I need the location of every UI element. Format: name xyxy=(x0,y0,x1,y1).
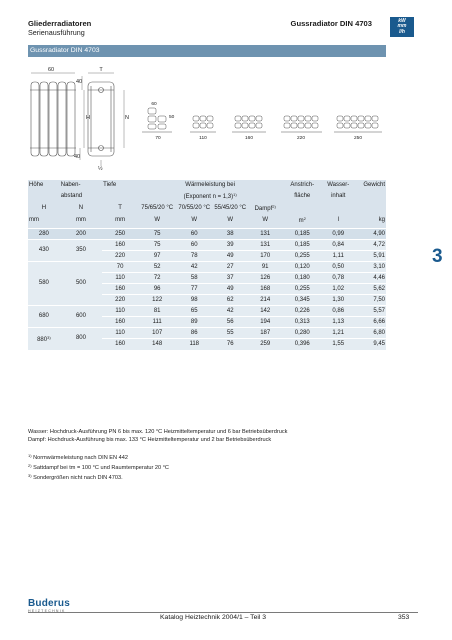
table-row xyxy=(28,240,386,251)
cell-w1: 72 xyxy=(138,273,176,284)
logo-name: Buderus xyxy=(28,598,70,609)
cell-t: 220 xyxy=(102,251,138,262)
cell-gewicht: 5,91 xyxy=(354,251,386,262)
unit-w-3: W xyxy=(212,214,248,229)
cell-h: 680 xyxy=(28,306,60,328)
width-160-label: 160 xyxy=(244,136,254,141)
col-temp-2: 70/55/20 °C xyxy=(176,202,212,214)
footer-divider xyxy=(28,612,418,613)
col-tiefe: Tiefe xyxy=(102,180,138,190)
dim-top-label: 40 xyxy=(76,79,83,85)
cell-inhalt: 0,50 xyxy=(322,262,354,273)
cell-flaeche: 0,255 xyxy=(282,251,322,262)
radiator-drawing xyxy=(28,62,386,172)
cell-w3: 76 xyxy=(212,339,248,350)
cell-w1: 52 xyxy=(138,262,176,273)
cell-inhalt: 0,86 xyxy=(322,306,354,317)
cell-gewicht: 3,10 xyxy=(354,262,386,273)
cell-dampf: 168 xyxy=(248,284,282,295)
col-waermeleistung: Wärmeleistung bei xyxy=(138,180,282,190)
footnote-2-mark: 2) xyxy=(28,463,32,468)
col-n: N xyxy=(60,202,102,214)
unit-l: l xyxy=(322,214,354,229)
cell-w2: 89 xyxy=(176,317,212,328)
cell-w3: 39 xyxy=(212,240,248,251)
cell-flaeche: 0,120 xyxy=(282,262,322,273)
cell-w1: 75 xyxy=(138,240,176,251)
radiator-front-view xyxy=(30,82,76,156)
dim-half-label: ½ xyxy=(98,166,103,172)
col-inhalt: inhalt xyxy=(322,190,354,202)
footnote-2 xyxy=(28,462,398,472)
header-title: Gliederradiatoren xyxy=(28,19,92,28)
spec-table xyxy=(28,180,386,350)
table-row xyxy=(28,229,386,240)
cell-inhalt: 0,78 xyxy=(322,273,354,284)
cell-w2: 77 xyxy=(176,284,212,295)
cell-w3: 27 xyxy=(212,262,248,273)
cell-w3: 38 xyxy=(212,229,248,240)
col-flaeche: fläche xyxy=(282,190,322,202)
section-title-bar: Gussradiator DIN 4703 xyxy=(28,45,386,57)
col-t: T xyxy=(102,202,138,214)
footnote-1 xyxy=(28,452,398,462)
footnote-1-text: Normwärmeleistung nach DIN EN 442 xyxy=(33,455,128,461)
note-steam: Dampf: Hochdruck-Ausführung bis max. 133 °C Heizmitteltemperatur und 2 bar Betriebsüberdruck xyxy=(28,437,272,443)
cell-flaeche: 0,180 xyxy=(282,273,322,284)
cell-h: 580 xyxy=(28,262,60,306)
cell-n: 600 xyxy=(60,306,102,328)
cell-w1: 75 xyxy=(138,229,176,240)
cell-t: 160 xyxy=(102,284,138,295)
cell-dampf: 126 xyxy=(248,273,282,284)
cell-t: 160 xyxy=(102,240,138,251)
dim-50-label: 50 xyxy=(169,115,175,120)
cell-inhalt: 1,55 xyxy=(322,339,354,350)
cell-t: 250 xyxy=(102,229,138,240)
cell-flaeche: 0,313 xyxy=(282,317,322,328)
cell-gewicht: 4,46 xyxy=(354,273,386,284)
cell-dampf: 131 xyxy=(248,240,282,251)
cell-inhalt: 1,21 xyxy=(322,328,354,339)
width-220-label: 220 xyxy=(296,136,306,141)
cell-flaeche: 0,226 xyxy=(282,306,322,317)
cell-w2: 78 xyxy=(176,251,212,262)
badge-line-mm: mm xyxy=(397,23,407,30)
section-110 xyxy=(190,116,216,132)
cell-flaeche: 0,345 xyxy=(282,295,322,306)
unit-mm-n: mm xyxy=(60,214,102,229)
col-h: H xyxy=(28,202,60,214)
unit-m2-sup: 2 xyxy=(303,216,306,221)
cell-w2: 60 xyxy=(176,240,212,251)
units-badge-icon xyxy=(390,17,414,37)
cell-dampf: 259 xyxy=(248,339,282,350)
cell-dampf: 194 xyxy=(248,317,282,328)
cell-w3: 55 xyxy=(212,328,248,339)
col-hoehe: Höhe xyxy=(28,180,60,190)
unit-mm-t: mm xyxy=(102,214,138,229)
header-subtitle: Serienausführung xyxy=(28,28,85,37)
cell-inhalt: 0,99 xyxy=(322,229,354,240)
dampf-footnote: 2) xyxy=(272,204,276,209)
unit-m2-text: m xyxy=(298,218,304,224)
cell-w3: 42 xyxy=(212,306,248,317)
logo-subtitle: HEIZTECHNIK xyxy=(28,609,66,613)
cell-t: 110 xyxy=(102,273,138,284)
dim-h-label: H xyxy=(86,115,90,121)
cell-w1: 81 xyxy=(138,306,176,317)
footnote-3 xyxy=(28,472,398,482)
cell-h: 280 xyxy=(28,229,60,240)
table-row xyxy=(28,328,386,339)
cell-gewicht: 6,80 xyxy=(354,328,386,339)
cell-w2: 60 xyxy=(176,229,212,240)
col-anstrich: Anstrich- xyxy=(282,180,322,190)
cell-w2: 58 xyxy=(176,273,212,284)
table-header-row-1 xyxy=(28,180,386,190)
footer-catalog: Katalog Heiztechnik 2004/1 – Teil 3 xyxy=(160,614,267,621)
exponent-footnote: 1) xyxy=(233,192,237,197)
table-row xyxy=(28,306,386,317)
dim-bottom-label: 40 xyxy=(74,154,81,160)
cell-dampf: 131 xyxy=(248,229,282,240)
section-220 xyxy=(281,116,322,132)
dim-t-label: T xyxy=(99,67,103,73)
width-110-label: 110 xyxy=(199,136,207,141)
dampf-text: Dampf xyxy=(254,206,273,212)
cell-w1: 96 xyxy=(138,284,176,295)
cell-w1: 97 xyxy=(138,251,176,262)
table-header-row-4 xyxy=(28,214,386,229)
exponent-text: (Exponent n = 1,3) xyxy=(183,194,234,200)
cell-n: 350 xyxy=(60,240,102,262)
cell-w3: 62 xyxy=(212,295,248,306)
section-250 xyxy=(334,116,382,132)
unit-w-1: W xyxy=(138,214,176,229)
page-header xyxy=(28,19,91,37)
cell-gewicht: 6,66 xyxy=(354,317,386,328)
cell-w1: 148 xyxy=(138,339,176,350)
footnote-3-text: Sondergrößen nicht nach DIN 4703. xyxy=(33,475,123,481)
table-header-row-2 xyxy=(28,190,386,202)
cell-flaeche: 0,255 xyxy=(282,284,322,295)
cell-w2: 86 xyxy=(176,328,212,339)
cell-inhalt: 1,02 xyxy=(322,284,354,295)
note-water: Wasser: Hochdruck-Ausführung PN 6 bis max. 120 °C Heizmitteltemperatur und 6 bar Betriebsüberdruck xyxy=(28,429,288,435)
cell-h-value: 880 xyxy=(37,336,48,343)
badge-line-lh: l/h xyxy=(399,28,405,35)
col-exponent xyxy=(138,190,282,202)
unit-w-4: W xyxy=(248,214,282,229)
dim-60-small: 60 xyxy=(151,102,157,107)
section-70 xyxy=(142,108,172,132)
section-number: 3 xyxy=(432,246,443,267)
page-number: 353 xyxy=(398,614,410,621)
cell-t: 110 xyxy=(102,328,138,339)
cell-gewicht: 5,57 xyxy=(354,306,386,317)
cell-w1: 111 xyxy=(138,317,176,328)
footnote-3-mark: 3) xyxy=(28,473,32,478)
cell-dampf: 214 xyxy=(248,295,282,306)
cell-flaeche: 0,396 xyxy=(282,339,322,350)
col-dampf xyxy=(248,202,282,214)
section-160 xyxy=(232,116,266,132)
cell-dampf: 142 xyxy=(248,306,282,317)
table-row xyxy=(28,262,386,273)
cell-w3: 49 xyxy=(212,284,248,295)
cell-h-footnote: 3) xyxy=(47,334,51,340)
cell-gewicht: 4,72 xyxy=(354,240,386,251)
cell-h xyxy=(28,328,60,350)
cell-h: 430 xyxy=(28,240,60,262)
cell-w1: 107 xyxy=(138,328,176,339)
cell-dampf: 187 xyxy=(248,328,282,339)
cell-w2: 42 xyxy=(176,262,212,273)
cell-gewicht: 9,45 xyxy=(354,339,386,350)
dim-n-label: N xyxy=(125,115,129,121)
cell-w2: 65 xyxy=(176,306,212,317)
footnote-2-text: Sattdampf bei tm = 100 °C und Raumtemperatur 20 °C xyxy=(33,465,169,471)
cell-inhalt: 0,84 xyxy=(322,240,354,251)
cell-t: 160 xyxy=(102,317,138,328)
cell-inhalt: 1,11 xyxy=(322,251,354,262)
cell-w2: 98 xyxy=(176,295,212,306)
cell-inhalt: 1,30 xyxy=(322,295,354,306)
col-wasser: Wasser- xyxy=(322,180,354,190)
cell-n: 200 xyxy=(60,229,102,240)
cell-dampf: 91 xyxy=(248,262,282,273)
cell-t: 70 xyxy=(102,262,138,273)
notes-block xyxy=(28,428,398,482)
cell-w3: 37 xyxy=(212,273,248,284)
cell-gewicht: 4,90 xyxy=(354,229,386,240)
buderus-logo xyxy=(28,598,70,613)
unit-mm-h: mm xyxy=(28,214,60,229)
cell-t: 110 xyxy=(102,306,138,317)
cell-gewicht: 5,62 xyxy=(354,284,386,295)
cell-dampf: 170 xyxy=(248,251,282,262)
radiator-side-view xyxy=(88,82,114,156)
col-temp-3: 55/45/20 °C xyxy=(212,202,248,214)
width-250-label: 250 xyxy=(353,136,363,141)
cell-flaeche: 0,185 xyxy=(282,240,322,251)
cell-flaeche: 0,185 xyxy=(282,229,322,240)
unit-kg: kg xyxy=(354,214,386,229)
cell-t: 220 xyxy=(102,295,138,306)
col-abstand: abstand xyxy=(60,190,102,202)
cell-w3: 56 xyxy=(212,317,248,328)
cell-w1: 122 xyxy=(138,295,176,306)
footnote-1-mark: 1) xyxy=(28,453,32,458)
unit-m2 xyxy=(282,214,322,229)
badge-line-kw: kW xyxy=(398,18,406,24)
header-product: Gussradiator DIN 4703 xyxy=(290,19,372,28)
dim-60-label: 60 xyxy=(47,67,55,73)
cell-t: 160 xyxy=(102,339,138,350)
cell-w3: 49 xyxy=(212,251,248,262)
width-70-label: 70 xyxy=(155,136,161,141)
cell-flaeche: 0,280 xyxy=(282,328,322,339)
unit-w-2: W xyxy=(176,214,212,229)
cell-inhalt: 1,13 xyxy=(322,317,354,328)
col-naben: Naben- xyxy=(60,180,102,190)
col-temp-1: 75/65/20 °C xyxy=(138,202,176,214)
col-gewicht: Gewicht xyxy=(354,180,386,190)
cell-n: 500 xyxy=(60,262,102,306)
cell-gewicht: 7,50 xyxy=(354,295,386,306)
cell-n: 800 xyxy=(60,328,102,350)
cell-w2: 118 xyxy=(176,339,212,350)
table-header-row-3 xyxy=(28,202,386,214)
